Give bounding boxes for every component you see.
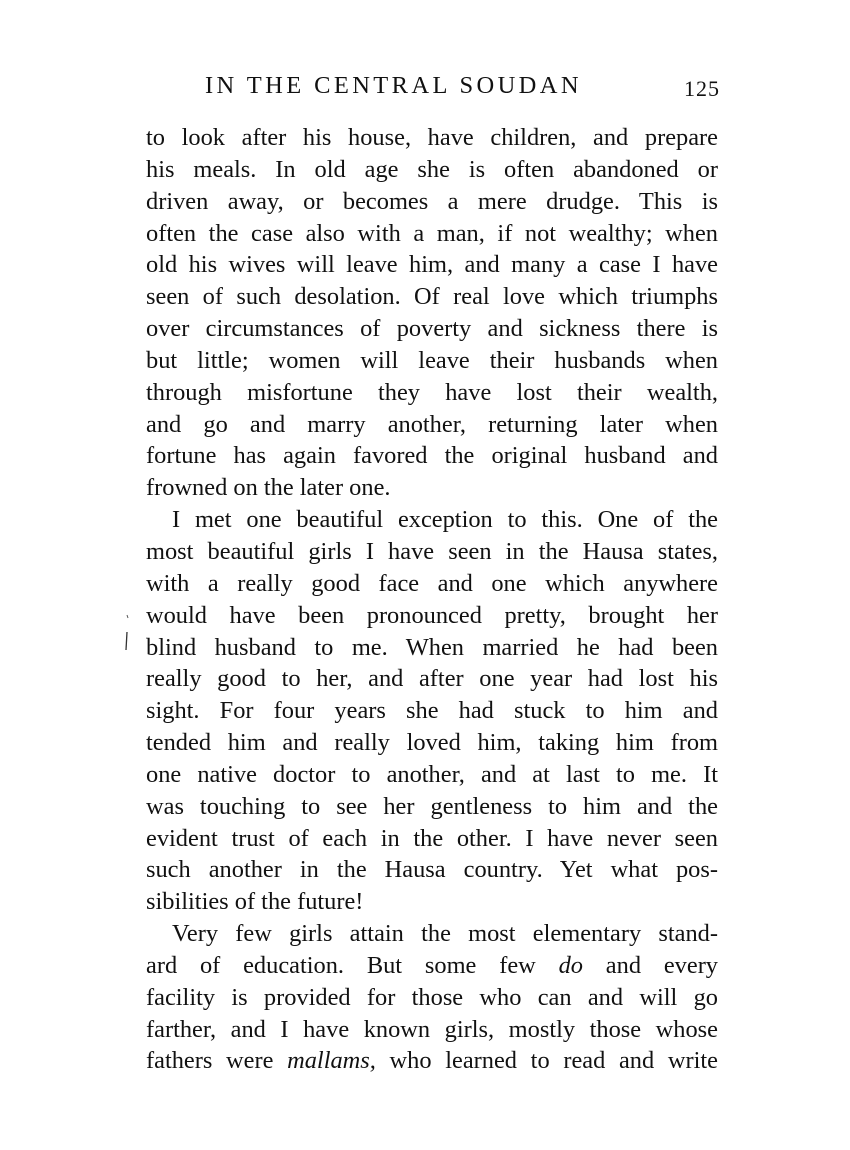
text-line: over circumstances of poverty and sickness there is	[146, 315, 718, 343]
text-line: farther, and I have known girls, mostly those whose	[146, 1015, 718, 1043]
italic-word: mallams,	[287, 1047, 376, 1075]
text-line: fortune has again favored the original husband and	[146, 442, 718, 470]
text-line	[146, 950, 718, 982]
body-text	[146, 122, 718, 1077]
text-line: would have been pronounced pretty, brought her	[146, 601, 718, 629]
text-line: really good to her, and after one year had lost his	[146, 665, 718, 693]
paragraph-3	[146, 918, 718, 1077]
text-segment: fathers were	[146, 1047, 288, 1075]
text-line: but little; women will leave their husbands when	[146, 346, 718, 374]
text-line: most beautiful girls I have seen in the Hausa states,	[146, 537, 718, 565]
text-line: I met one beautiful exception to this. One of the	[172, 506, 718, 534]
text-line	[146, 1045, 718, 1077]
paragraph-2	[146, 504, 718, 918]
text-line: facility is provided for those who can and will go	[146, 983, 718, 1011]
text-segment: ard of education. But some few	[146, 951, 559, 979]
text-line: one native doctor to another, and at last to me. It	[146, 760, 718, 788]
text-line: to look after his house, have children, and prepare	[146, 124, 718, 151]
margin-pencil-mark	[122, 614, 130, 658]
text-line: and go and marry another, returning later when	[146, 410, 718, 438]
text-line: through misfortune they have lost their wealth,	[146, 378, 718, 406]
text-segment: who learned to read and write	[375, 1047, 718, 1075]
text-segment: and every	[582, 951, 719, 979]
paragraph-1	[146, 122, 718, 504]
text-line: his meals. In old age she is often abandoned or	[146, 155, 718, 183]
text-line: frowned on the later one.	[146, 474, 391, 502]
text-line: blind husband to me. When married he had been	[146, 633, 718, 661]
text-line: often the case also with a man, if not wealthy; when	[146, 219, 718, 247]
page-header	[205, 72, 720, 108]
text-line: sibilities of the future!	[146, 888, 364, 916]
italic-word: do	[558, 951, 583, 979]
running-title: IN THE CENTRAL SOUDAN	[205, 72, 582, 99]
text-line: was touching to see her gentleness to him and the	[146, 792, 718, 820]
text-line: sight. For four years she had stuck to him and	[146, 697, 718, 725]
text-line: Very few girls attain the most elementary stand-	[172, 920, 718, 948]
text-line: with a really good face and one which anywhere	[146, 569, 718, 597]
text-line: seen of such desolation. Of real love which triumphs	[146, 283, 718, 311]
page-number: 125	[684, 76, 720, 101]
text-line: such another in the Hausa country. Yet what pos-	[146, 856, 718, 884]
text-line: driven away, or becomes a mere drudge. This is	[146, 187, 718, 215]
text-line: old his wives will leave him, and many a case I have	[146, 251, 718, 279]
text-line: evident trust of each in the other. I have never seen	[146, 824, 718, 852]
text-line: tended him and really loved him, taking him from	[146, 729, 718, 757]
